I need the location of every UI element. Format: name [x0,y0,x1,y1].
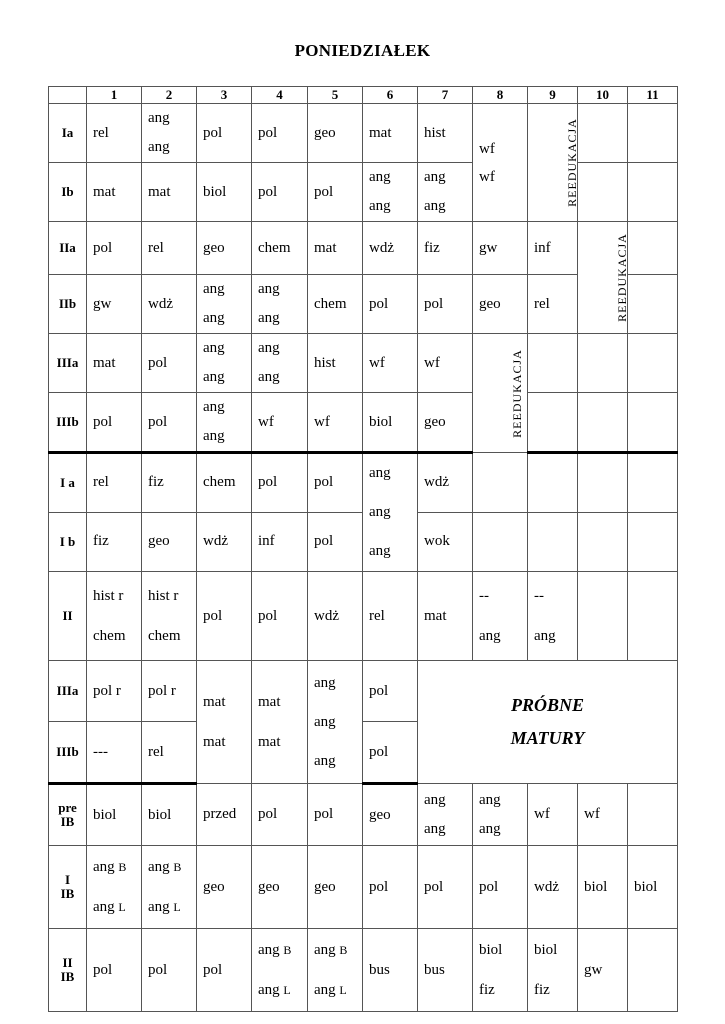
lesson-cell: mat [87,163,142,222]
class-label: IIIa [49,661,87,722]
col-header: 5 [308,87,363,104]
lesson-line: fiz [479,982,495,998]
table-row [49,104,678,163]
reedukacja-cell [578,222,628,334]
group-suffix: L [283,983,291,997]
lesson-cell: pol [87,929,142,1012]
lesson-line: ang [314,713,336,730]
lesson-cell: wdż [308,572,363,661]
lesson-cell: rel [142,722,197,784]
lesson-line: ang [369,465,391,481]
lesson-line: chem [148,628,181,644]
lesson-subject: ang [148,859,170,875]
lesson-cell [197,661,252,784]
reedukacja-label: REEDUKACJA [614,233,629,322]
reedukacja-label: REEDUKACJA [509,348,524,438]
lesson-line: -- [479,588,489,604]
lesson-line [93,887,141,927]
lesson-line: ang [369,169,391,185]
lesson-cell: biol [578,846,628,929]
table-row [49,163,678,222]
lesson-cell: chem [197,453,252,513]
class-label: IIIa [49,334,87,393]
lesson-line: mat [258,694,281,710]
lesson-line: ang [314,674,336,691]
lesson-cell [142,846,197,929]
lesson-cell: pol [197,572,252,661]
lesson-cell: pol [363,275,418,334]
lesson-line: ang [424,198,446,214]
table-row [49,572,678,661]
col-header: 7 [418,87,473,104]
lesson-line: hist r [93,588,124,604]
lesson-line: ang [148,139,170,155]
lesson-cell: geo [197,222,252,275]
lesson-cell: pol [87,222,142,275]
lesson-subject: ang [314,942,336,958]
class-label: IIb [49,275,87,334]
lesson-cell: mat [363,104,418,163]
lesson-cell: fiz [418,222,473,275]
lesson-cell: geo [308,846,363,929]
lesson-cell: rel [87,453,142,513]
lesson-cell: biol [628,846,678,929]
lesson-cell [418,784,473,846]
empty-cell [528,453,578,513]
empty-cell [578,334,628,393]
table-row [49,784,678,846]
empty-cell [578,393,628,453]
lesson-cell: wdż [528,846,578,929]
lesson-cell: wdż [363,222,418,275]
lesson-cell: pol [252,784,308,846]
empty-cell [628,163,678,222]
lesson-cell: pol [363,846,418,929]
lesson-cell: geo [252,846,308,929]
lesson-cell: rel [142,222,197,275]
lesson-cell: pol [252,453,308,513]
lesson-line: mat [203,694,226,710]
lesson-cell: geo [418,393,473,453]
col-header: 3 [197,87,252,104]
empty-cell [578,453,628,513]
lesson-cell: pol [308,784,363,846]
lesson-line: ang [203,399,225,415]
lesson-line [258,970,307,1010]
lesson-line: ang [258,310,280,326]
group-suffix: L [118,900,126,914]
lesson-cell [142,572,197,661]
lesson-cell [142,104,197,163]
empty-cell [628,572,678,661]
lesson-cell: pol [142,393,197,453]
lesson-line: ang [148,110,170,126]
lesson-cell: geo [363,784,418,846]
class-label: I a [49,453,87,513]
class-label: IIa [49,222,87,275]
lesson-line: ang [479,820,501,837]
lesson-line: biol [534,942,558,958]
lesson-cell: pol [308,512,363,572]
lesson-cell [87,846,142,929]
lesson-line: wf [479,140,495,157]
class-label: IIIb [49,393,87,453]
lesson-cell-wf [473,104,528,222]
class-label: II [49,572,87,661]
empty-cell [528,334,578,393]
lesson-cell: biol [142,784,197,846]
probne-line: PRÓBNE [510,695,584,715]
lesson-cell: pol [252,163,308,222]
empty-cell [628,393,678,453]
table-row [49,453,678,513]
lesson-cell: chem [308,275,363,334]
lesson-line: ang [479,628,501,644]
lesson-cell: pol [308,163,363,222]
lesson-cell: wf [363,334,418,393]
class-label: Ia [49,104,87,163]
lesson-cell: pol [308,453,363,513]
class-label-line: II [62,955,73,970]
lesson-line: ang [424,791,446,808]
lesson-cell: pol [87,393,142,453]
lesson-cell: pol [418,275,473,334]
lesson-cell: pol [252,572,308,661]
lesson-subject: ang [148,899,170,915]
lesson-cell: rel [528,275,578,334]
empty-cell [578,512,628,572]
empty-cell [528,393,578,453]
lesson-line: ang [203,369,225,385]
lesson-cell [473,784,528,846]
table-row [49,661,678,722]
col-header: 1 [87,87,142,104]
lesson-cell: wf [308,393,363,453]
timetable [48,86,678,1012]
lesson-line: ang [369,504,391,520]
lesson-cell [252,929,308,1012]
lesson-cell: pol [142,334,197,393]
lesson-cell [252,275,308,334]
empty-cell [628,512,678,572]
lesson-cell [363,163,418,222]
empty-cell [628,275,678,334]
lesson-cell: wok [418,512,473,572]
lesson-cell: pol [197,104,252,163]
col-header: 8 [473,87,528,104]
lesson-line: ang [258,340,280,356]
lesson-line: wf [479,168,495,185]
lesson-line: ang [314,752,336,769]
class-label: Ib [49,163,87,222]
class-label: I b [49,512,87,572]
empty-cell [628,334,678,393]
lesson-cell [252,334,308,393]
lesson-line: ang [258,369,280,385]
page-title: PONIEDZIAŁEK [294,41,431,60]
table-row [49,334,678,393]
lesson-cell: chem [252,222,308,275]
lesson-cell: przed [197,784,252,846]
group-suffix: B [173,860,182,874]
lesson-cell [87,572,142,661]
lesson-subject: ang [258,942,280,958]
lesson-line: ang [203,310,225,326]
lesson-line [314,930,362,970]
empty-cell [473,512,528,572]
lesson-cell [252,661,308,784]
lesson-cell: wdż [142,275,197,334]
lesson-cell: fiz [142,453,197,513]
lesson-line: ang [203,428,225,444]
lesson-cell: mat [87,334,142,393]
table-row [49,222,678,275]
lesson-cell: gw [578,929,628,1012]
lesson-cell [197,275,252,334]
empty-cell [578,104,628,163]
lesson-subject: ang [314,982,336,998]
lesson-cell: mat [142,163,197,222]
table-row [49,929,678,1012]
lesson-cell [528,572,578,661]
lesson-line: ang [534,628,556,644]
col-header: 10 [578,87,628,104]
empty-cell [528,512,578,572]
class-label [49,929,87,1012]
empty-cell [628,929,678,1012]
class-label: IIIb [49,722,87,784]
lesson-subject: ang [93,859,115,875]
lesson-line: mat [258,734,281,750]
lesson-line [258,930,307,970]
probne-line: MATURY [510,728,585,748]
lesson-line: chem [93,628,126,644]
empty-cell [628,784,678,846]
col-header: 6 [363,87,418,104]
lesson-cell: wf [578,784,628,846]
empty-cell [628,453,678,513]
lesson-cell: mat [308,222,363,275]
group-suffix: L [173,900,181,914]
lesson-line: ang [424,820,446,837]
lesson-line [93,847,141,887]
lesson-cell [197,393,252,453]
lesson-line [148,847,196,887]
empty-cell [578,163,628,222]
lesson-cell: hist [418,104,473,163]
lesson-cell: pol [363,722,418,784]
lesson-cell [197,334,252,393]
col-header: 4 [252,87,308,104]
reedukacja-cell [528,104,578,222]
lesson-cell: biol [87,784,142,846]
group-suffix: B [283,943,292,957]
lesson-line: ang [203,340,225,356]
lesson-cell: bus [363,929,418,1012]
lesson-cell: bus [418,929,473,1012]
lesson-line: fiz [534,982,550,998]
lesson-cell [473,572,528,661]
lesson-cell: geo [473,275,528,334]
reedukacja-label: REEDUKACJA [564,118,579,207]
lesson-cell [473,929,528,1012]
lesson-line: hist r [148,588,179,604]
lesson-cell: rel [87,104,142,163]
group-suffix: L [339,983,347,997]
lesson-cell [363,453,418,572]
class-label-line: IB [60,814,75,829]
lesson-cell: biol [363,393,418,453]
lesson-cell [418,163,473,222]
empty-cell [473,453,528,513]
lesson-line [314,970,362,1010]
lesson-cell [528,929,578,1012]
lesson-cell: pol [363,661,418,722]
lesson-line [148,887,196,927]
group-suffix: B [118,860,127,874]
lesson-cell: gw [87,275,142,334]
col-header: 2 [142,87,197,104]
empty-cell [628,222,678,275]
col-header: 11 [628,87,678,104]
lesson-line: mat [203,734,226,750]
lesson-cell: pol r [87,661,142,722]
class-label [49,846,87,929]
lesson-cell: geo [308,104,363,163]
lesson-subject: ang [258,982,280,998]
lesson-cell: wdż [197,512,252,572]
lesson-cell: wdż [418,453,473,513]
header-row [49,87,678,104]
lesson-cell: pol r [142,661,197,722]
empty-cell [578,572,628,661]
group-suffix: B [339,943,348,957]
lesson-cell [308,929,363,1012]
lesson-line: ang [369,198,391,214]
lesson-line: ang [203,281,225,297]
corner-cell [49,87,87,104]
class-label-line: I [64,872,71,887]
class-label-line: pre [58,800,77,815]
lesson-cell: pol [473,846,528,929]
lesson-cell: pol [197,929,252,1012]
lesson-cell: pol [418,846,473,929]
lesson-cell: biol [197,163,252,222]
lesson-cell: inf [252,512,308,572]
class-label-line: IB [60,886,75,901]
probne-matury-cell [418,661,678,784]
table-row [49,846,678,929]
lesson-cell: geo [142,512,197,572]
table-row [49,393,678,453]
lesson-cell: rel [363,572,418,661]
lesson-cell: wf [528,784,578,846]
lesson-cell: hist [308,334,363,393]
lesson-cell: geo [197,846,252,929]
lesson-cell: pol [252,104,308,163]
lesson-cell [308,661,363,784]
lesson-cell: wf [418,334,473,393]
lesson-line: ang [258,281,280,297]
reedukacja-cell [473,334,528,453]
lesson-cell: inf [528,222,578,275]
lesson-cell: pol [142,929,197,1012]
lesson-cell: wf [252,393,308,453]
lesson-line: ang [369,543,391,559]
lesson-cell: mat [418,572,473,661]
lesson-cell: fiz [87,512,142,572]
empty-cell [628,104,678,163]
lesson-line: ang [479,791,501,808]
lesson-line: biol [479,942,503,958]
lesson-line: -- [534,588,544,604]
lesson-subject: ang [93,899,115,915]
col-header: 9 [528,87,578,104]
class-label [49,784,87,846]
class-label-line: IB [60,969,75,984]
lesson-line: ang [424,169,446,185]
lesson-cell: --- [87,722,142,784]
lesson-cell: gw [473,222,528,275]
